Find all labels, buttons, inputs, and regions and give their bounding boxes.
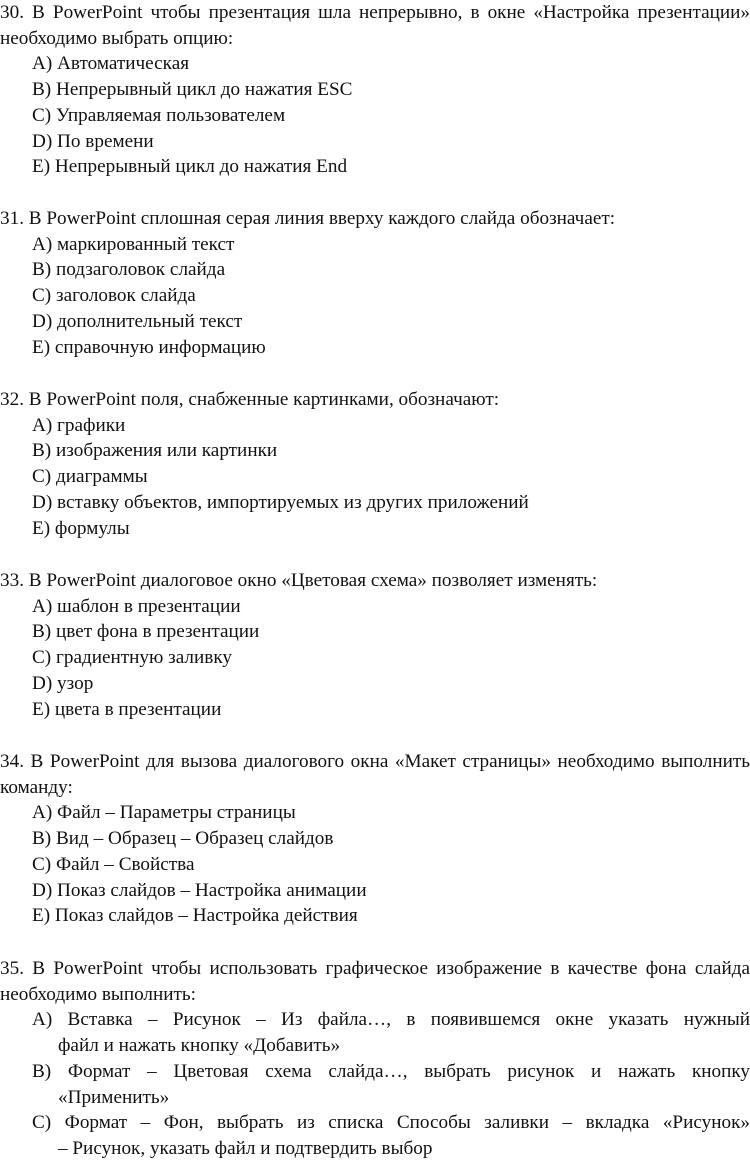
question-text: 30. В PowerPoint чтобы презентация шла непрерывно, в окне «Настройка презентации» необходимо выбрать опцию: — [0, 2, 750, 49]
option-a: A) графики — [32, 414, 126, 436]
question-33 — [0, 568, 750, 722]
option-b-line-2: «Применить» — [58, 1086, 170, 1108]
question-text: 31. В PowerPoint сплошная серая линия вверху каждого слайда обозначает: — [0, 208, 616, 229]
option-d: D) По времени — [32, 130, 154, 152]
option-d: D) дополнительный текст — [32, 310, 243, 332]
option-a: A) Файл – Параметры страницы — [32, 802, 296, 824]
option-a-line-2: файл и нажать кнопку «Добавить» — [58, 1035, 341, 1057]
question-31 — [0, 206, 750, 360]
option-b: B) изображения или картинки — [32, 440, 278, 462]
option-e: E) формулы — [32, 517, 130, 539]
option-b: B) Вид – Образец – Образец слайдов — [32, 828, 334, 850]
option-d: D) вставку объектов, импортируемых из других приложений — [32, 491, 529, 513]
option-a-line-1: A) Вставка – Рисунок – Из файла…, в появившемся окне указать нужный — [32, 1009, 750, 1031]
option-d: D) Показ слайдов – Настройка анимации — [32, 879, 367, 901]
option-b: B) подзаголовок слайда — [32, 259, 226, 281]
option-e: E) Показ слайдов – Настройка действия — [32, 905, 358, 927]
option-c: C) диаграммы — [32, 466, 148, 488]
options-list — [0, 800, 750, 929]
options-list — [0, 232, 750, 361]
option-c: C) Управляемая пользователем — [32, 104, 286, 126]
options-list — [0, 51, 750, 180]
option-a: A) Автоматическая — [32, 53, 190, 75]
option-c-line-1: C) Формат – Фон, выбрать из списка Способы заливки – вкладка «Рисунок» — [32, 1112, 750, 1134]
option-e: E) Непрерывный цикл до нажатия End — [32, 156, 348, 178]
option-a — [0, 1007, 750, 1058]
option-c: C) Файл – Свойства — [32, 853, 195, 875]
option-b-line-1: B) Формат – Цветовая схема слайда…, выбрать рисунок и нажать кнопку — [32, 1060, 750, 1082]
option-c-line-2: – Рисунок, указать файл и подтвердить выбор — [58, 1137, 433, 1159]
option-c: C) заголовок слайда — [32, 285, 196, 307]
option-a: A) маркированный текст — [32, 233, 235, 255]
question-32 — [0, 387, 750, 541]
option-c — [0, 1110, 750, 1161]
question-text: 33. В PowerPoint диалоговое окно «Цветовая схема» позволяет изменять: — [0, 570, 598, 591]
question-34 — [0, 749, 750, 929]
option-a: A) шаблон в презентации — [32, 595, 241, 617]
options-list — [0, 594, 750, 723]
option-b: B) Непрерывный цикл до нажатия ESC — [32, 79, 353, 101]
option-c: C) градиентную заливку — [32, 647, 232, 669]
question-text: 32. В PowerPoint поля, снабженные картинками, обозначают: — [0, 389, 500, 410]
option-b — [0, 1059, 750, 1110]
option-e: E) цвета в презентации — [32, 698, 222, 720]
option-e: E) справочную информацию — [32, 336, 266, 358]
option-d: D) узор — [32, 672, 94, 694]
options-list — [0, 413, 750, 542]
option-b: B) цвет фона в презентации — [32, 621, 260, 643]
question-35 — [0, 956, 750, 1162]
question-30 — [0, 0, 750, 180]
question-text: 35. В PowerPoint чтобы использовать графическое изображение в качестве фона слайда необходимо выполнить: — [0, 958, 750, 1005]
question-text: 34. В PowerPoint для вызова диалогового окна «Макет страницы» необходимо выполнить команду: — [0, 751, 750, 798]
